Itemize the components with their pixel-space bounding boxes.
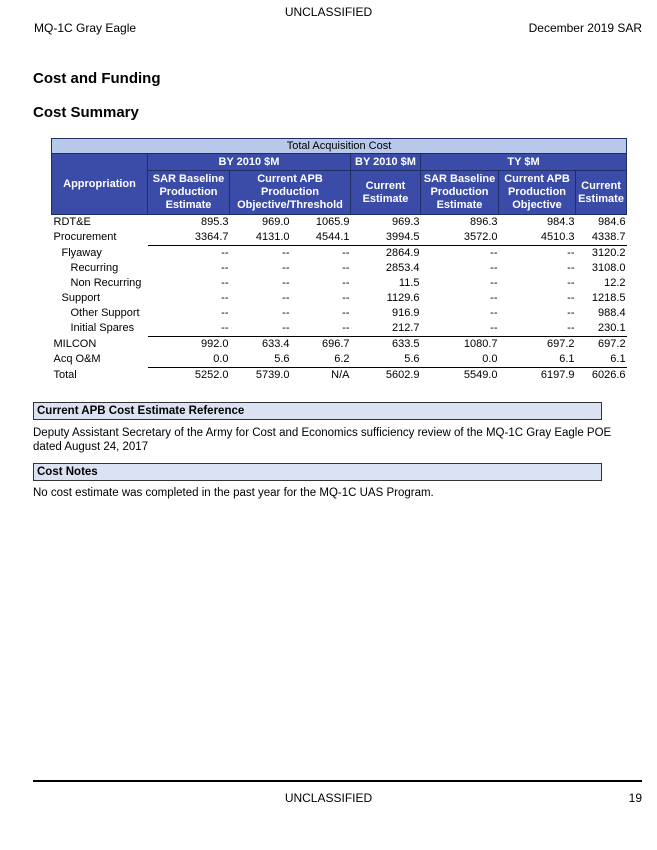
cell-value: -- — [567, 292, 575, 304]
cell-value: -- — [221, 277, 229, 289]
cell-value: 633.4 — [230, 337, 291, 353]
cell-value: -- — [421, 246, 499, 262]
cell-value: 1065.9 — [315, 216, 350, 228]
cell-value: 0.0 — [213, 353, 229, 365]
row-label: Recurring — [70, 262, 119, 274]
cell-value: 696.7 — [291, 337, 351, 353]
col-header-current-estimate-ty: Current Estimate — [576, 171, 627, 215]
cell-value: 6.2 — [334, 353, 350, 365]
cell-value: -- — [342, 322, 350, 334]
cell-value: 988.4 — [598, 307, 626, 319]
row-label: Acq O&M — [53, 353, 101, 366]
cost-summary-table — [51, 138, 627, 383]
table-row — [52, 306, 627, 321]
cell-value: -- — [221, 262, 229, 274]
cell-value: 895.3 — [200, 216, 229, 228]
table-row — [52, 261, 627, 276]
cell-value: -- — [342, 262, 350, 274]
cell-value: 984.6 — [598, 216, 626, 228]
cell-value: 5602.9 — [351, 368, 421, 384]
cell-value: -- — [342, 277, 350, 289]
page-number: 19 — [628, 791, 642, 805]
cell-value: 3120.2 — [576, 246, 627, 262]
table-row — [52, 352, 627, 368]
report-date: December 2019 SAR — [528, 21, 642, 35]
cell-value: -- — [490, 262, 498, 274]
classification-marking-bottom: UNCLASSIFIED — [284, 791, 373, 805]
cell-value: -- — [282, 292, 290, 304]
cell-value: 4544.1 — [315, 231, 350, 243]
cell-value: -- — [230, 246, 291, 262]
program-name: MQ-1C Gray Eagle — [34, 21, 137, 35]
cell-value: -- — [282, 307, 290, 319]
cell-value: -- — [342, 307, 350, 319]
cell-value: 3108.0 — [591, 262, 626, 274]
cell-value: 3572.0 — [463, 231, 498, 243]
cell-value: 5549.0 — [421, 368, 499, 384]
cell-value: 697.2 — [499, 337, 576, 353]
cell-value: 5739.0 — [230, 368, 291, 384]
cell-value: -- — [148, 246, 230, 262]
table-body — [52, 215, 627, 384]
cell-value: -- — [282, 262, 290, 274]
cell-value: 6.1 — [559, 353, 575, 365]
cell-value: -- — [282, 322, 290, 334]
cell-value: -- — [282, 277, 290, 289]
row-label: MILCON — [53, 337, 97, 350]
classification-marking-top: UNCLASSIFIED — [284, 5, 373, 19]
cell-value: 6026.6 — [576, 368, 627, 384]
cell-value: 230.1 — [598, 322, 626, 334]
col-header-apb-objective-ty: Current APB Production Objective — [499, 171, 576, 215]
footer-rule — [33, 780, 642, 782]
cell-value: 0.0 — [482, 353, 498, 365]
cell-value: 896.3 — [469, 216, 498, 228]
cell-value: 3994.5 — [385, 231, 420, 243]
cell-value: 697.2 — [576, 337, 627, 353]
table-caption: Total Acquisition Cost — [52, 139, 627, 154]
cell-value: -- — [342, 292, 350, 304]
group-header-ty: TY $M — [421, 154, 627, 171]
cell-value: -- — [490, 277, 498, 289]
cell-value: 2864.9 — [351, 246, 421, 262]
cell-value: -- — [490, 292, 498, 304]
group-header-by2010-b: BY 2010 $M — [351, 154, 421, 171]
row-label: Initial Spares — [70, 322, 135, 335]
col-header-sar-baseline-by: SAR Baseline Production Estimate — [148, 171, 230, 215]
cell-value: 11.5 — [398, 277, 420, 289]
cell-value: 969.3 — [391, 216, 420, 228]
row-label: Procurement — [53, 231, 117, 244]
apb-reference-text: Deputy Assistant Secretary of the Army for Cost and Economics sufficiency review of the MQ-1C Gray Eagle POE dated August 24, 2017 — [33, 427, 612, 453]
table-row — [52, 368, 627, 384]
cell-value: 12.2 — [604, 277, 626, 289]
subsection-title: Cost Summary — [33, 104, 139, 121]
table-row — [52, 230, 627, 246]
cell-value: 6.1 — [610, 353, 626, 365]
row-label: Non Recurring — [70, 277, 142, 289]
table-row — [52, 321, 627, 337]
apb-reference-heading: Current APB Cost Estimate Reference — [33, 402, 602, 420]
cell-value: -- — [567, 322, 575, 334]
cell-value: N/A — [291, 368, 351, 384]
cell-value: 992.0 — [148, 337, 230, 353]
cell-value: 5252.0 — [148, 368, 230, 384]
cell-value: -- — [221, 292, 229, 304]
cell-value: -- — [567, 277, 575, 289]
cell-value: -- — [567, 307, 575, 319]
cell-value: 969.0 — [261, 216, 290, 228]
group-header-by2010-a: BY 2010 $M — [148, 154, 351, 171]
cell-value: 3364.7 — [194, 231, 229, 243]
col-header-apb-objective-threshold: Current APB Production Objective/Threshold — [230, 171, 351, 215]
cell-value: -- — [221, 307, 229, 319]
cost-notes-heading: Cost Notes — [33, 463, 602, 481]
cell-value: 6197.9 — [499, 368, 576, 384]
cell-value: 984.3 — [546, 216, 575, 228]
col-header-current-estimate-by: Current Estimate — [351, 171, 421, 215]
cost-notes-text: No cost estimate was completed in the past year for the MQ-1C UAS Program. — [33, 487, 434, 499]
cell-value: -- — [490, 307, 498, 319]
row-label: Flyaway — [61, 246, 102, 259]
cell-value: -- — [499, 246, 576, 262]
cell-value: 916.9 — [391, 307, 420, 319]
cell-value: 5.6 — [274, 353, 290, 365]
table-row — [52, 276, 627, 291]
cell-value: 212.7 — [391, 322, 420, 334]
row-label: Total — [53, 368, 77, 381]
table-row — [52, 337, 627, 353]
section-title: Cost and Funding — [33, 70, 161, 87]
row-label: Support — [61, 292, 101, 304]
col-header-appropriation: Appropriation — [52, 154, 148, 215]
cell-value: 1218.5 — [591, 292, 626, 304]
table-row — [52, 291, 627, 306]
cell-value: 5.6 — [404, 353, 420, 365]
cell-value: -- — [291, 246, 351, 262]
cell-value: 633.5 — [351, 337, 421, 353]
cell-value: -- — [221, 322, 229, 334]
cell-value: 4131.0 — [255, 231, 290, 243]
cell-value: 4338.7 — [591, 231, 626, 243]
table-row — [52, 215, 627, 231]
table-row — [52, 246, 627, 262]
row-label: Other Support — [70, 307, 140, 319]
cell-value: -- — [490, 322, 498, 334]
row-label: RDT&E — [53, 216, 91, 228]
cell-value: 1129.6 — [386, 292, 420, 304]
cell-value: 2853.4 — [385, 262, 420, 274]
cell-value: -- — [567, 262, 575, 274]
cell-value: 4510.3 — [540, 231, 575, 243]
col-header-sar-baseline-ty: SAR Baseline Production Estimate — [421, 171, 499, 215]
cell-value: 1080.7 — [421, 337, 499, 353]
